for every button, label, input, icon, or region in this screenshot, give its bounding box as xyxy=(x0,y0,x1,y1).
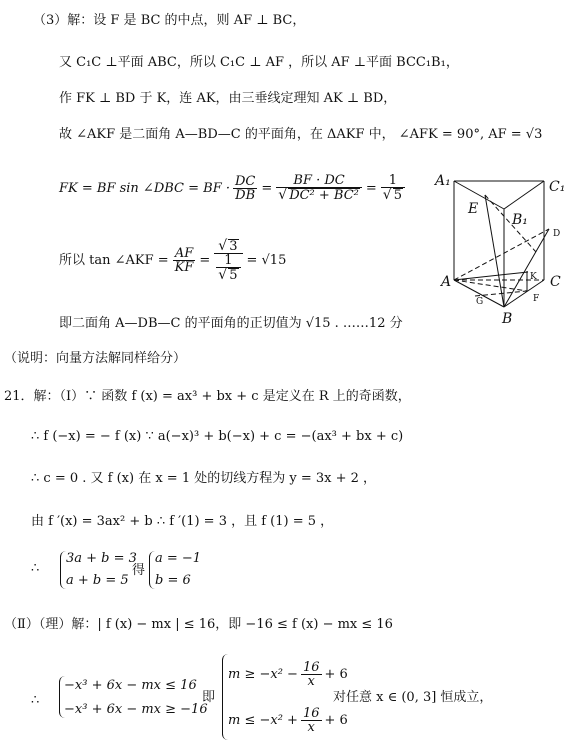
therefore-13: ∴ xyxy=(31,561,40,576)
frac-num: DC xyxy=(234,173,256,189)
system1-eq2: a + b = 5 xyxy=(66,573,129,588)
line-11: ∴ c = 0 . 又 f (x) 在 x = 1 处的切线方程为 y = 3x + 2 ， xyxy=(31,471,377,486)
line-9: 21．解：（Ⅰ）∵ 函数 f (x) = ax³ + bx + c 是定义在 R 上的奇函数， xyxy=(4,389,411,404)
tan-lhs: 所以 tan ∠AKF = xyxy=(59,252,169,268)
edge-b1-c1 xyxy=(504,181,544,209)
frac-den xyxy=(214,253,242,282)
ineq-lhs: m ≤ −x² + xyxy=(228,712,298,728)
frac-num: 1 xyxy=(388,173,398,188)
label-f: F xyxy=(533,294,540,304)
label-k: K xyxy=(530,272,537,282)
label-b1: B₁ xyxy=(512,212,528,228)
frac-den: KF xyxy=(174,259,194,275)
ie-label: 即 xyxy=(202,690,216,705)
fraction-bf-dc xyxy=(276,174,362,202)
label-d: D xyxy=(553,229,561,239)
label-a1: A₁ xyxy=(435,173,451,189)
system2-eq1: a = −1 xyxy=(155,551,202,566)
frac-num: BF · DC xyxy=(293,173,345,188)
system4-eq1 xyxy=(228,657,348,691)
frac-num: 16 xyxy=(302,705,320,721)
frac-num: 1 xyxy=(224,252,233,268)
frac-den: DB xyxy=(233,188,257,202)
label-e: E xyxy=(468,201,479,217)
fraction-af-kf xyxy=(173,247,196,274)
frac-den: √ 5 xyxy=(381,187,405,202)
fraction-16-x xyxy=(301,661,322,688)
system1-eq1: 3a + b = 3 xyxy=(66,551,137,566)
line-a-d-hidden xyxy=(454,229,549,280)
line-14: （Ⅱ）（理）解：| f (x) − mx | ≤ 16，即 −16 ≤ f (x) − mx ≤ 16 xyxy=(4,617,393,632)
label-c: C xyxy=(550,274,561,290)
line-5 xyxy=(59,164,405,212)
line-a-k xyxy=(454,272,528,280)
line-10: ∴ f (−x) = − f (x) ∵ a(−x)³ + b(−x) + c = −(ax³ + bx + c) xyxy=(31,429,404,444)
sqrt-content: DC² + BC² xyxy=(289,188,359,203)
for-all-condition: 对任意 x ∈ (0, 3] 恒成立， xyxy=(333,690,493,705)
fraction-sqrt3-over xyxy=(214,239,242,282)
ineq-rhs: + 6 xyxy=(324,666,348,682)
label-c1: C₁ xyxy=(549,179,566,195)
line-e-d-hidden xyxy=(485,195,536,252)
edge-b-c xyxy=(504,280,544,307)
line-1: （3）解：设 F 是 BC 的中点，则 AF ⊥ BC， xyxy=(33,13,306,28)
system4-eq2 xyxy=(228,703,348,737)
label-b: B xyxy=(502,311,513,327)
sqrt-content: 5 xyxy=(229,267,238,283)
line-3: 作 FK ⊥ BD 于 K，连 AK，由三垂线定理知 AK ⊥ BD， xyxy=(59,91,397,106)
line-12: 由 f ′(x) = 3ax² + b ∴ f ′(1) = 3 ，且 f (1) = 5 ， xyxy=(31,514,334,529)
equals: = xyxy=(199,252,211,268)
system2-eq2: b = 6 xyxy=(155,573,191,588)
line-e-b xyxy=(485,195,504,307)
line-4: 故 ∠AKF 是二面角 A—BD—C 的平面角，在 ΔAKF 中， ∠AFK = 90°, AF = √3 xyxy=(59,127,543,142)
sqrt-content: 5 xyxy=(393,188,402,203)
ineq-rhs: + 6 xyxy=(324,712,348,728)
inner-fraction xyxy=(216,254,240,282)
tan-result: = √15 xyxy=(246,252,287,268)
frac-num: √ 3 xyxy=(218,237,238,254)
sqrt-content: 3 xyxy=(229,238,238,254)
line-7: 即二面角 A—DB—C 的平面角的正切值为 √15 . ……12 分 xyxy=(59,316,403,331)
label-a: A xyxy=(441,274,452,290)
fraction-dc-db xyxy=(233,175,257,202)
fk-lhs: FK = BF sin ∠DBC = BF · xyxy=(59,180,230,196)
equals: = xyxy=(261,180,273,196)
line-a-f-hidden xyxy=(454,280,527,291)
frac-den: x xyxy=(301,720,322,734)
equals: = xyxy=(365,180,377,196)
frac-den: x xyxy=(301,674,322,688)
frac-num: 16 xyxy=(302,659,320,675)
ineq-lhs: m ≥ −x² − xyxy=(228,666,298,682)
therefore-15: ∴ xyxy=(31,693,40,708)
fraction-1-sqrt5 xyxy=(381,174,405,202)
line-g-f-hidden xyxy=(475,291,527,296)
edge-a-b xyxy=(454,280,504,307)
frac-den: √ DC² + BC² xyxy=(276,187,362,202)
system3-eq2: −x³ + 6x − mx ≥ −16 xyxy=(64,702,208,717)
line-b-d xyxy=(504,229,549,307)
frac-num: AF xyxy=(174,245,194,261)
line-2: 又 C₁C ⊥平面 ABC，所以 C₁C ⊥ AF ，所以 AF ⊥平面 BCC₁B₁， xyxy=(59,55,459,70)
line-6 xyxy=(59,225,286,295)
label-g: G xyxy=(476,297,484,307)
edge-a1-b1 xyxy=(454,181,504,209)
system3-eq1: −x³ + 6x − mx ≤ 16 xyxy=(64,678,197,693)
obtain-label: 得 xyxy=(132,563,146,578)
line-8: （说明：向量方法解同样给分） xyxy=(4,351,187,366)
frac-den: √ 5 xyxy=(216,267,240,282)
fraction-16-x xyxy=(301,707,322,734)
